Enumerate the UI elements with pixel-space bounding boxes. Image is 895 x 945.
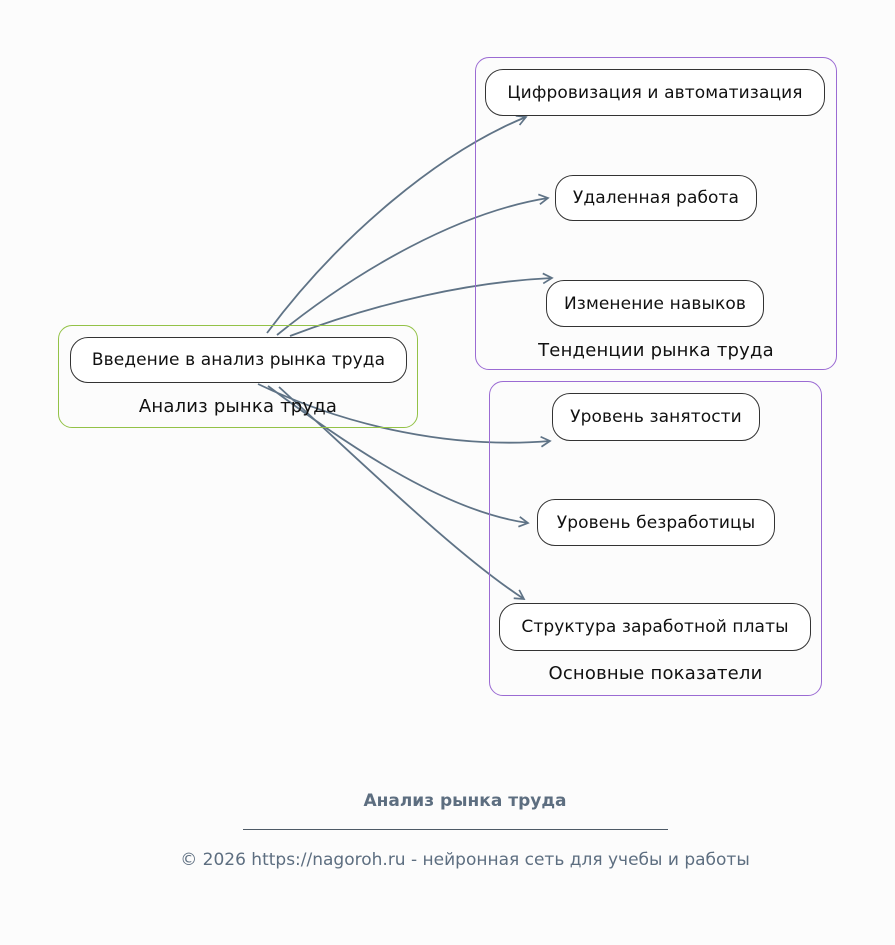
- node-skills-change: Изменение навыков: [546, 280, 764, 327]
- node-remote-work: Удаленная работа: [555, 175, 757, 221]
- node-introduction: Введение в анализ рынка труда: [70, 337, 407, 383]
- footer-divider: [243, 829, 668, 830]
- group-label-labor-market-analysis: Анализ рынка труда: [138, 396, 338, 417]
- footer-copyright: © 2026 https://nagoroh.ru - нейронная сеть для учебы и работы: [180, 850, 750, 870]
- group-label-trends: Тенденции рынка труда: [538, 340, 774, 361]
- group-label-key-metrics: Основные показатели: [548, 663, 763, 684]
- footer-title: Анализ рынка труда: [363, 791, 567, 811]
- node-wage-structure: Структура заработной платы: [499, 603, 811, 651]
- node-unemployment-rate: Уровень безработицы: [537, 499, 775, 546]
- node-employment-rate: Уровень занятости: [552, 393, 760, 441]
- node-digitalization: Цифровизация и автоматизация: [485, 69, 825, 116]
